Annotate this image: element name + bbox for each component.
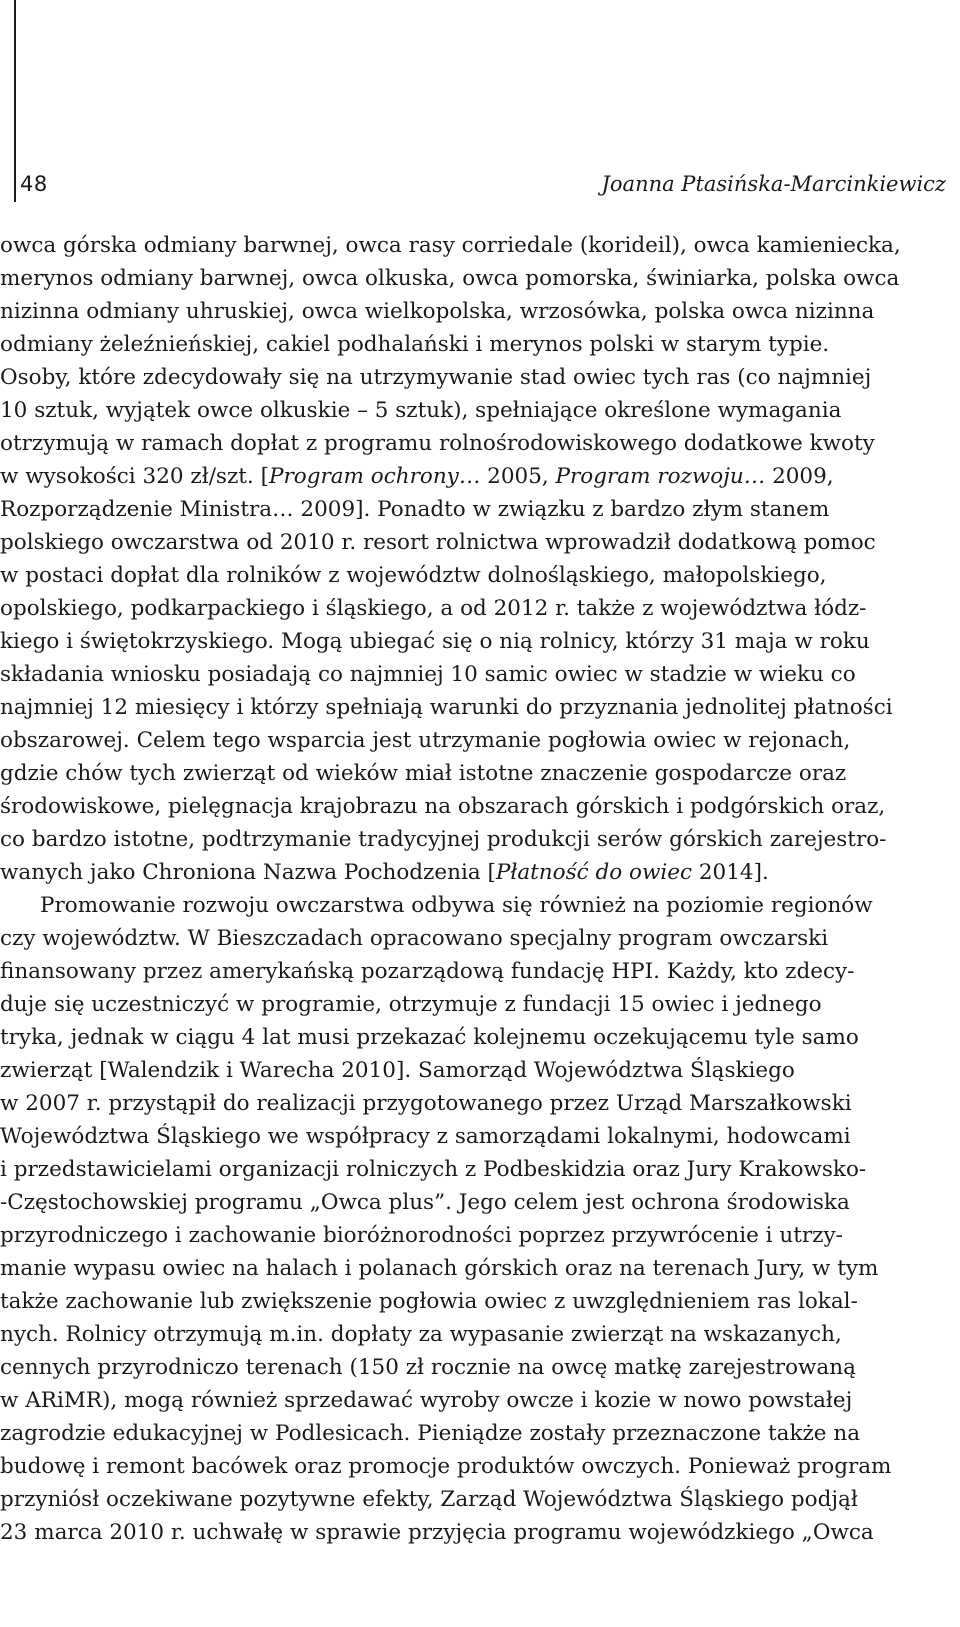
text-line: środowiskowe, pielęgnacja krajobrazu na obszarach górskich i podgórskich oraz, — [0, 794, 886, 819]
text-line: najmniej 12 miesięcy i którzy spełniają warunki do przyznania jednolitej płatności — [0, 695, 893, 720]
paragraph-1 — [0, 229, 947, 889]
text-line: i przedstawicielami organizacji rolniczych z Podbeskidzia oraz Jury Krakowsko- — [0, 1157, 867, 1182]
text-line — [0, 856, 947, 889]
body-text — [0, 229, 947, 1549]
text-line: składania wniosku posiadają co najmniej 10 samic owiec w stadzie w wieku co — [0, 662, 856, 687]
text-line: w ARiMR), mogą również sprzedawać wyroby owcze i kozie w nowo powstałej — [0, 1388, 853, 1413]
text-line: czy województw. W Bieszczadach opracowano specjalny program owczarski — [0, 926, 829, 951]
running-head-author: Joanna Ptasińska-Marcinkiewicz — [601, 172, 946, 196]
text-line: przyniósł oczekiwane pozytywne efekty, Zarząd Województwa Śląskiego podjął — [0, 1487, 858, 1512]
text-line: merynos odmiany barwnej, owca olkuska, owca pomorska, świniarka, polska owca — [0, 266, 900, 291]
text-line: tryka, jednak w ciągu 4 lat musi przekazać kolejnemu oczekującemu tyle samo — [0, 1025, 859, 1050]
text-run: w wysokości 320 zł/szt. [ — [0, 464, 269, 489]
text-line: opolskiego, podkarpackiego i śląskiego, a od 2012 r. także z województwa łódz- — [0, 596, 867, 621]
text-line: kiego i świętokrzyskiego. Mogą ubiegać się o nią rolnicy, którzy 31 maja w roku — [0, 629, 870, 654]
text-line: Województwa Śląskiego we współpracy z samorządami lokalnymi, hodowcami — [0, 1124, 851, 1149]
text-line: przyrodniczego i zachowanie bioróżnorodności poprzez przywrócenie i utrzy- — [0, 1223, 843, 1248]
page-header — [20, 172, 946, 208]
text-line: Osoby, które zdecydowały się na utrzymywanie stad owiec tych ras (co najmniej — [0, 365, 872, 390]
text-line: nizinna odmiany uhruskiej, owca wielkopolska, wrzosówka, polska owca nizinna — [0, 299, 875, 324]
page-number: 48 — [20, 172, 48, 196]
text-line: Promowanie rozwoju owczarstwa odbywa się również na poziomie regionów — [40, 893, 873, 918]
text-line: finansowany przez amerykańską pozarządową fundację HPI. Każdy, kto zdecy- — [0, 959, 855, 984]
text-line: w 2007 r. przystąpił do realizacji przygotowanego przez Urząd Marszałkowski — [0, 1091, 852, 1116]
text-line: obszarowej. Celem tego wsparcia jest utrzymanie pogłowia owiec w rejonach, — [0, 728, 851, 753]
text-line: duje się uczestniczyć w programie, otrzymuje z fundacji 15 owiec i jednego — [0, 992, 822, 1017]
text-run: wanych jako Chroniona Nazwa Pochodzenia [ — [0, 860, 496, 885]
margin-rule — [14, 0, 16, 202]
citation-title: Program rozwoju… — [555, 464, 766, 489]
text-line: 23 marca 2010 r. uchwałę w sprawie przyjęcia programu wojewódzkiego „Owca — [0, 1520, 874, 1545]
text-run: 2009, — [765, 464, 834, 489]
text-run: 2014]. — [692, 860, 769, 885]
text-line: gdzie chów tych zwierząt od wieków miał istotne znaczenie gospodarcze oraz — [0, 761, 847, 786]
text-line: w postaci dopłat dla rolników z województw dolnośląskiego, małopolskiego, — [0, 563, 827, 588]
text-line: także zachowanie lub zwiększenie pogłowia owiec z uwzględnieniem ras lokal- — [0, 1289, 858, 1314]
paragraph-2 — [0, 889, 947, 1549]
text-line: zwierząt [Walendzik i Warecha 2010]. Samorząd Województwa Śląskiego — [0, 1058, 795, 1083]
text-line: polskiego owczarstwa od 2010 r. resort rolnictwa wprowadził dodatkową pomoc — [0, 530, 876, 555]
text-line: 10 sztuk, wyjątek owce olkuskie – 5 sztuk), spełniające określone wymagania — [0, 398, 842, 423]
text-line: co bardzo istotne, podtrzymanie tradycyjnej produkcji serów górskich zarejestro- — [0, 827, 887, 852]
text-line: nych. Rolnicy otrzymują m.in. dopłaty za wypasanie zwierząt na wskazanych, — [0, 1322, 842, 1347]
text-line: zagrodzie edukacyjnej w Podlesicach. Pieniądze zostały przeznaczone także na — [0, 1421, 861, 1446]
citation-title: Program ochrony… — [269, 464, 481, 489]
text-line: Rozporządzenie Ministra… 2009]. Ponadto w związku z bardzo złym stanem — [0, 497, 830, 522]
text-line — [0, 460, 947, 493]
text-line: budowę i remont bacówek oraz promocje produktów owczych. Ponieważ program — [0, 1454, 892, 1479]
text-line: manie wypasu owiec na halach i polanach górskich oraz na terenach Jury, w tym — [0, 1256, 879, 1281]
text-line: owca górska odmiany barwnej, owca rasy corriedale (korideil), owca kamieniecka, — [0, 233, 901, 258]
text-line: cennych przyrodniczo terenach (150 zł rocznie na owcę matkę zarejestrowaną — [0, 1355, 856, 1380]
text-line: -Częstochowskiej programu „Owca plus”. Jego celem jest ochrona środowiska — [0, 1190, 850, 1215]
citation-title: Płatność do owiec — [495, 860, 693, 885]
text-line: otrzymują w ramach dopłat z programu rolnośrodowiskowego dodatkowe kwoty — [0, 431, 875, 456]
text-line: odmiany żeleźnieńskiej, cakiel podhalański i merynos polski w starym typie. — [0, 332, 830, 357]
text-run: 2005, — [480, 464, 556, 489]
